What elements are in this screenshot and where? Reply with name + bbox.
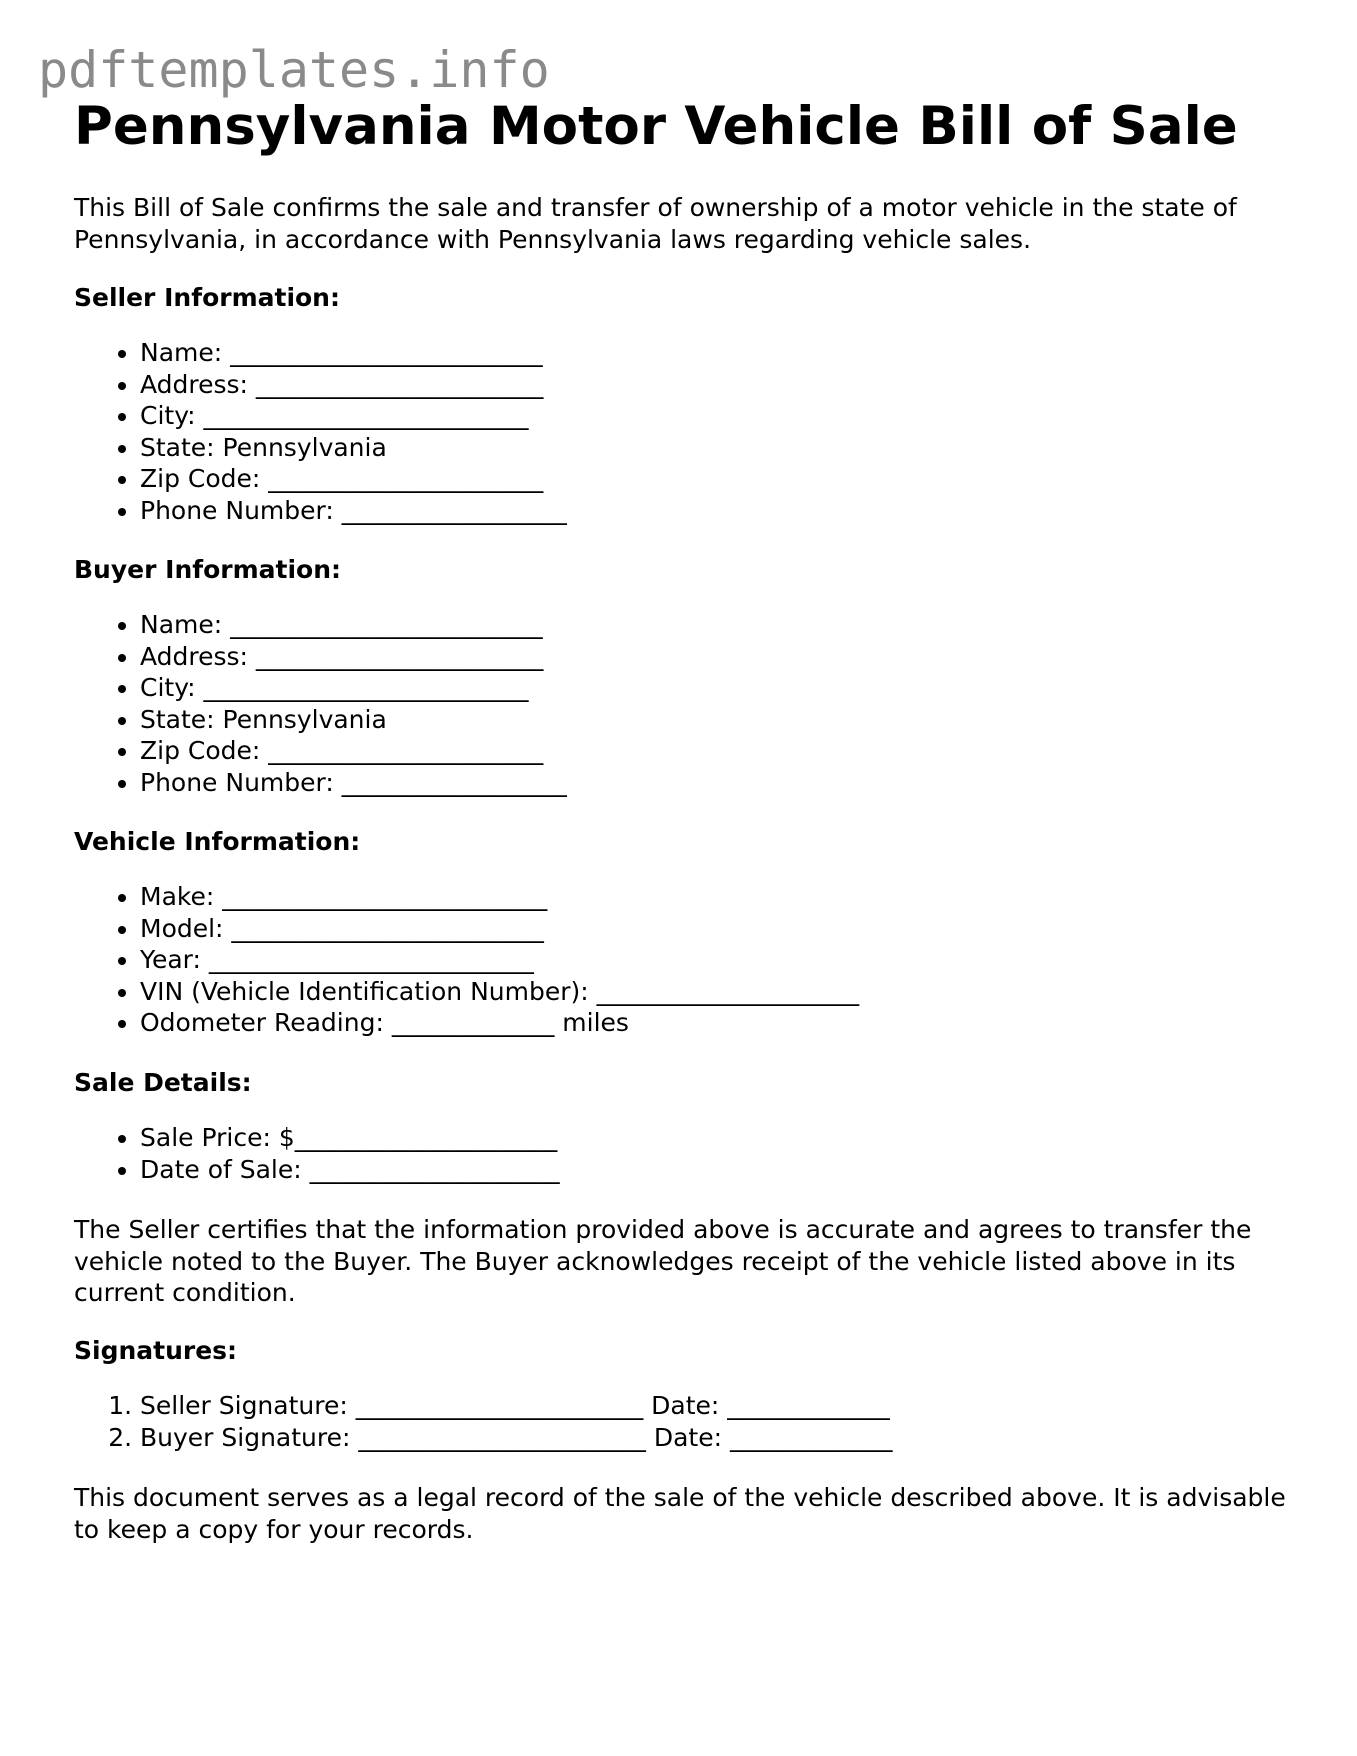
vehicle-odometer-field: • Odometer Reading: _____________ miles bbox=[140, 1007, 859, 1039]
sale-date-field: • Date of Sale: ____________________ bbox=[140, 1154, 560, 1186]
seller-signature-line: 1. Seller Signature: _______________________ Date: _____________ bbox=[140, 1390, 892, 1422]
seller-city-field: • City: __________________________ bbox=[140, 400, 567, 432]
vehicle-model-field: • Model: _________________________ bbox=[140, 913, 859, 945]
seller-section-heading: Seller Information: bbox=[74, 283, 340, 312]
buyer-state-field: • State: Pennsylvania bbox=[140, 704, 567, 736]
seller-address-field: • Address: _______________________ bbox=[140, 369, 567, 401]
closing-paragraph: This document serves as a legal record of the sale of the vehicle described above. It is advisable to keep a copy for your records. bbox=[74, 1483, 1286, 1544]
buyer-fields-list bbox=[74, 609, 567, 798]
seller-fields-list bbox=[74, 337, 567, 526]
sale-section-heading: Sale Details: bbox=[74, 1068, 252, 1097]
vehicle-make-field: • Make: __________________________ bbox=[140, 881, 859, 913]
buyer-name-field: • Name: _________________________ bbox=[140, 609, 567, 641]
vehicle-section-heading: Vehicle Information: bbox=[74, 827, 361, 856]
seller-state-field: • State: Pennsylvania bbox=[140, 432, 567, 464]
document-title: Pennsylvania Motor Vehicle Bill of Sale bbox=[74, 96, 1238, 157]
seller-zip-field: • Zip Code: ______________________ bbox=[140, 463, 567, 495]
vehicle-fields-list bbox=[74, 881, 859, 1039]
intro-paragraph: This Bill of Sale confirms the sale and transfer of ownership of a motor vehicle in the state of Pennsylvania, in accordance with Pennsylvania laws regarding vehicle sales. bbox=[74, 193, 1237, 254]
seller-name-field: • Name: _________________________ bbox=[140, 337, 567, 369]
signatures-list bbox=[74, 1390, 892, 1453]
buyer-phone-field: • Phone Number: __________________ bbox=[140, 767, 567, 799]
buyer-signature-line: 2. Buyer Signature: _______________________ Date: _____________ bbox=[140, 1422, 892, 1454]
sale-fields-list bbox=[74, 1122, 560, 1185]
buyer-city-field: • City: __________________________ bbox=[140, 672, 567, 704]
vehicle-vin-field: • VIN (Vehicle Identification Number): _____________________ bbox=[140, 976, 859, 1008]
buyer-section-heading: Buyer Information: bbox=[74, 555, 342, 584]
site-watermark: pdftemplates.info bbox=[38, 41, 550, 99]
buyer-address-field: • Address: _______________________ bbox=[140, 641, 567, 673]
bill-of-sale-document bbox=[74, 92, 1294, 1544]
sale-price-field: • Sale Price: $_____________________ bbox=[140, 1122, 560, 1154]
buyer-zip-field: • Zip Code: ______________________ bbox=[140, 735, 567, 767]
vehicle-year-field: • Year: __________________________ bbox=[140, 944, 859, 976]
seller-phone-field: • Phone Number: __________________ bbox=[140, 495, 567, 527]
signatures-section-heading: Signatures: bbox=[74, 1336, 238, 1365]
certification-paragraph: The Seller certifies that the information provided above is accurate and agrees to transfer the vehicle noted to the Buyer. The Buyer acknowledges receipt of the vehicle listed above in its current condition. bbox=[74, 1215, 1252, 1307]
